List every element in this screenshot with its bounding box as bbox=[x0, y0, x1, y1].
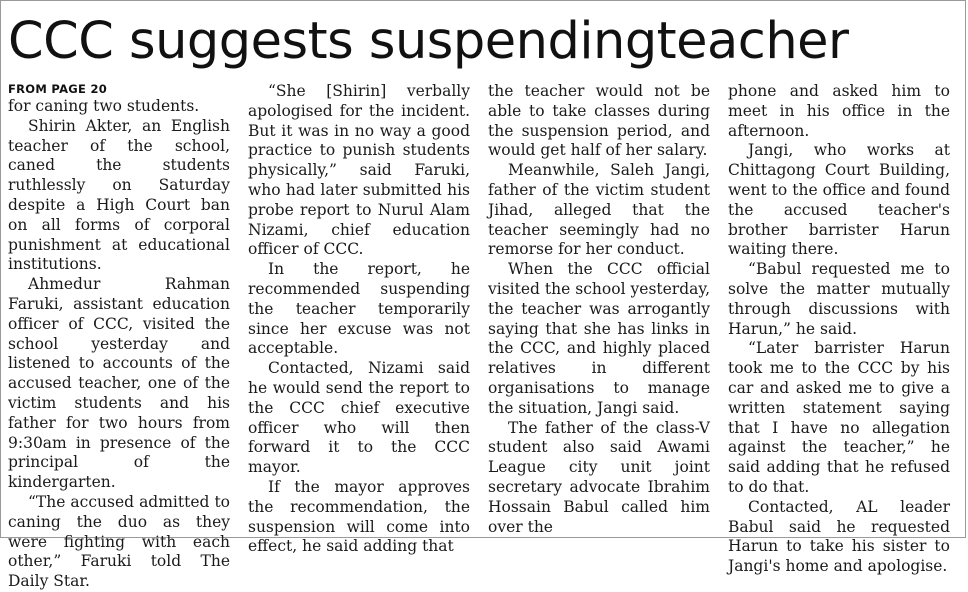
jump-label: FROM PAGE 20 bbox=[8, 82, 108, 96]
paragraph: for caning two students. bbox=[8, 97, 200, 115]
paragraph: “The accused admitted to caning the duo as they were fighting with each other,” Faruki told The Daily Star. bbox=[8, 492, 230, 591]
paragraph: The father of the class-V student also said Awami League city unit joint secretary advocate Ibrahim Hossain Babul called him over the bbox=[488, 418, 710, 536]
paragraph: If the mayor approves the recommendation, the suspension will come into effect, he said adding that bbox=[248, 477, 470, 556]
paragraph: “Babul requested me to solve the matter mutually through discussions with Harun,” he said. bbox=[728, 260, 950, 338]
paragraph: Contacted, AL leader Babul said he requested Harun to take his sister to Jangi's home and apologise. bbox=[728, 497, 950, 576]
paragraph: Ahmedur Rahman Faruki, assistant education officer of CCC, visited the school yesterday and listened to accounts of the accused teacher, one of the victim students and his father for two hours from 9:30am in presence of the principal of the kindergarten. bbox=[8, 275, 230, 492]
paragraph: “She [Shirin] verbally apologised for the incident. But it was in no way a good practice to punish students physically,” said Faruki, who had later submitted his probe report to Nurul Alam Nizami, chief education officer of CCC. bbox=[248, 82, 470, 259]
paragraph: Jangi, who works at Chittagong Court Building, went to the office and found the accused teacher's brother barrister Harun waiting there. bbox=[728, 141, 950, 259]
paragraph: In the report, he recommended suspending the teacher temporarily since her excuse was not acceptable. bbox=[248, 260, 470, 358]
paragraph: Meanwhile, Saleh Jangi, father of the victim student Jihad, alleged that the teacher seemingly had no remorse for her conduct. bbox=[488, 161, 710, 259]
paragraph: phone and asked him to meet in his office in the afternoon. bbox=[728, 82, 950, 140]
paragraph: Shirin Akter, an English teacher of the school, caned the students ruthlessly on Saturday despite a High Court ban on all forms of corporal punishment at educational institutions. bbox=[8, 116, 230, 274]
article-column-4 bbox=[728, 82, 950, 577]
article-column-2 bbox=[248, 82, 470, 557]
article-column-3 bbox=[488, 82, 710, 537]
article-column-1 bbox=[8, 82, 230, 592]
paragraph: “Later barrister Harun took me to the CCC by his car and asked me to give a written statement saying that I have no allegation against the teacher,” he said adding that he refused to do that. bbox=[728, 339, 950, 496]
paragraph: Contacted, Nizami said he would send the report to the CCC chief executive officer who will then forward it to the CCC mayor. bbox=[248, 359, 470, 477]
paragraph: When the CCC official visited the school yesterday, the teacher was arrogantly saying that she has links in the CCC, and highly placed relatives in different organisations to manage the situation, Jangi said. bbox=[488, 260, 710, 417]
headline: CCC suggests suspendingteacher bbox=[8, 12, 849, 71]
paragraph: the teacher would not be able to take classes during the suspension period, and would get half of her salary. bbox=[488, 82, 710, 160]
